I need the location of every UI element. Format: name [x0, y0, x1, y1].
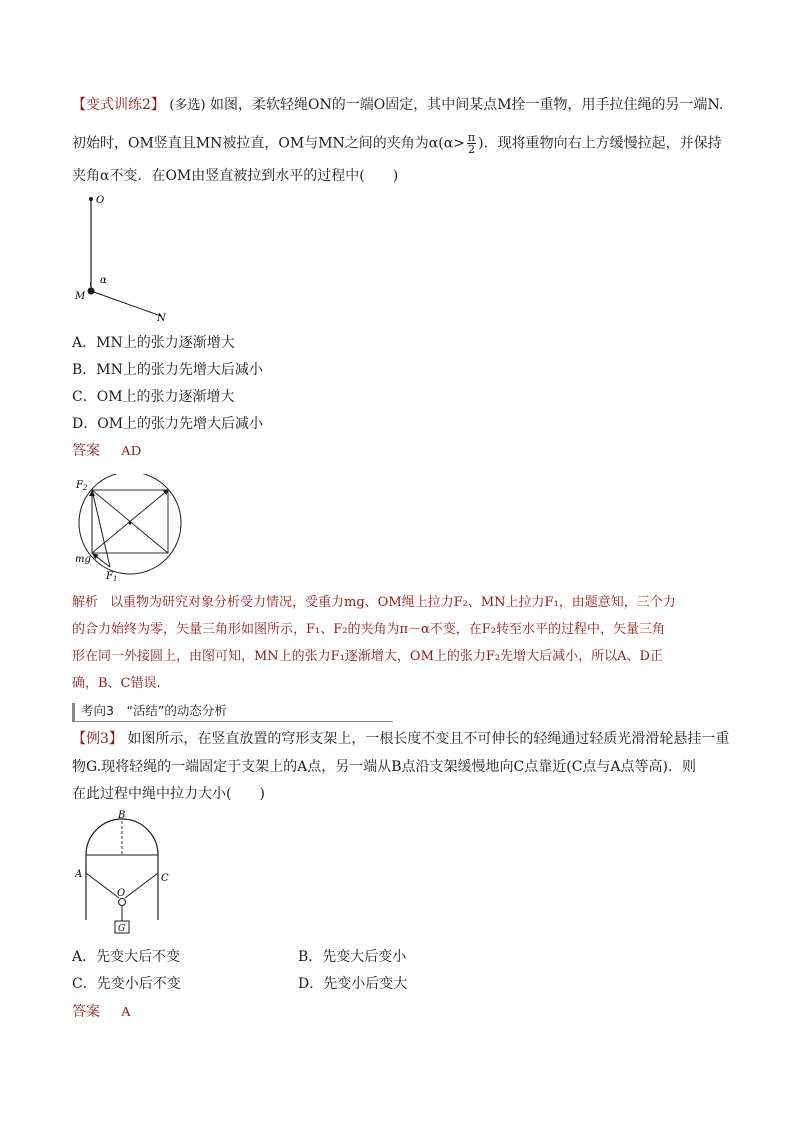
- problem2-answer: [72, 1003, 131, 1022]
- analysis-line-2: 的合力始终为零，矢量三角形如图所示，F₁、F₂的夹角为π－α不变，在F₂转至水平的过程中，矢量三角: [72, 622, 666, 637]
- problem2-tag: 【例3】: [72, 731, 123, 747]
- problem1-multi: (多选): [169, 98, 206, 113]
- pulley: [119, 899, 126, 906]
- problem1-option-b[interactable]: B．MN上的张力先增大后减小: [72, 362, 263, 378]
- problem2-option-a[interactable]: A．先变大后不变: [72, 949, 181, 965]
- label-o: O: [117, 888, 126, 899]
- problem2-option-c[interactable]: C．先变小后不变: [72, 976, 181, 992]
- problem2-line3: 在此过程中绳中拉力大小( ): [72, 786, 265, 802]
- problem2-option-d[interactable]: D．先变小后变大: [298, 976, 408, 992]
- analysis-label: 解析: [72, 595, 99, 610]
- label-n: N: [157, 313, 166, 324]
- label-g: G: [118, 924, 126, 934]
- rope-left: [86, 873, 119, 898]
- label-f2: $F_2$: [76, 480, 88, 492]
- answer-value: AD: [120, 444, 142, 459]
- point-o: [89, 197, 93, 201]
- rope-mn: [91, 291, 161, 316]
- fraction-numerator: π: [467, 131, 476, 144]
- label-m: M: [75, 291, 86, 302]
- problem1-line2-a: 初始时，OM竖直且MN被拉直，OM与MN之间的夹角为α(α>: [72, 135, 465, 152]
- problem2-line2: 物G.现将轻绳的一端固定于支架上的A点，另一端从B点沿支架缓慢地向C点靠近(C点与A点等高)．则: [72, 759, 696, 775]
- vector-circle-figure: [72, 474, 190, 586]
- problem1-line3: 夹角α不变．在OM由竖直被拉到水平的过程中( ): [72, 168, 399, 184]
- problem1-option-a[interactable]: A．MN上的张力逐渐增大: [72, 335, 235, 351]
- rope-right: [125, 873, 158, 898]
- problem1-answer: [72, 442, 141, 461]
- problem1-tag: 【变式训练2】: [72, 97, 165, 113]
- problem2-line1-text: 如图所示，在竖直放置的穹形支架上，一根长度不变且不可伸长的轻绳通过轻质光滑滑轮悬挂一重: [127, 731, 730, 747]
- problem1-line2: [72, 132, 722, 155]
- label-o: O: [96, 195, 105, 206]
- pi-over-2-fraction: [467, 132, 476, 155]
- label-mg: mg: [75, 554, 91, 565]
- label-b: B: [118, 810, 126, 821]
- fraction-denominator: 2: [468, 143, 476, 156]
- analysis-text-1: 以重物为研究对象分析受力情况，受重力mg、OM绳上拉力F₂、MN上拉力F₁，由题意知，三个力: [110, 595, 676, 610]
- answer-label: 答案: [72, 443, 100, 459]
- answer-label-2: 答案: [72, 1004, 100, 1020]
- problem1-option-c[interactable]: C．OM上的张力逐渐增大: [72, 389, 235, 405]
- label-f1: $F_1$: [106, 571, 118, 583]
- answer-value-2: A: [120, 1005, 132, 1020]
- section-heading: 考向3 “活结”的动态分析: [72, 703, 393, 722]
- label-a: A: [75, 869, 83, 880]
- problem1-line2-b: )．现将重物向右上方缓慢拉起，并保持: [478, 135, 722, 152]
- analysis-line-4: 确，B、C错误.: [72, 676, 161, 691]
- problem1-line1-text: 如图，柔软轻绳ON的一端O固定，其中间某点M拴一重物，用手拉住绳的另一端N.: [209, 97, 724, 113]
- problem2-line1: [72, 730, 729, 748]
- problem1-line1: [72, 96, 723, 115]
- rope-figure: [72, 188, 182, 324]
- label-alpha: α: [100, 275, 107, 286]
- arch-frame-figure: [72, 808, 178, 936]
- label-c: C: [161, 873, 169, 884]
- circle-center: [129, 522, 132, 525]
- analysis-line-1: [72, 594, 676, 612]
- problem2-option-b[interactable]: B．先变大后变小: [298, 949, 407, 965]
- problem1-option-d[interactable]: D．OM上的张力先增大后减小: [72, 416, 264, 432]
- analysis-line-3: 形在同一外接圆上，由图可知，MN上的张力F₁逐渐增大，OM上的张力F₂先增大后减小，所以A、D正: [72, 649, 663, 664]
